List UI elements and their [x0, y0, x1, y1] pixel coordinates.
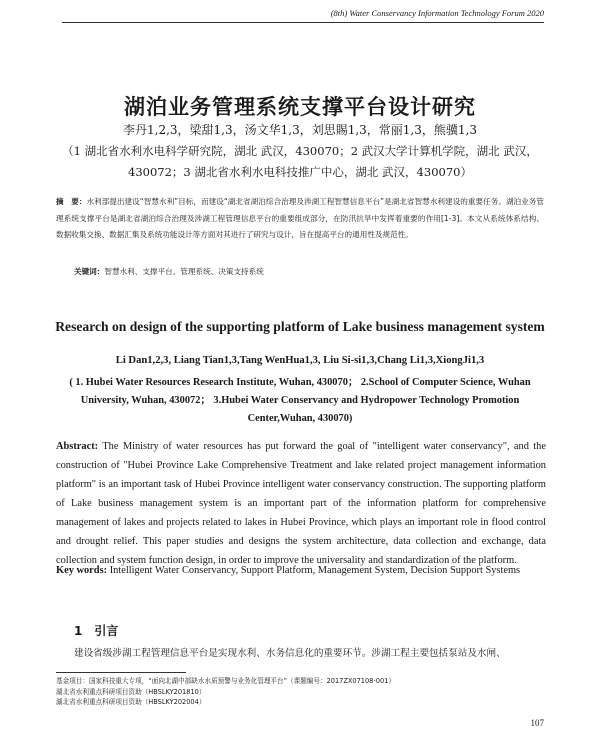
section-title: 引言 [94, 624, 119, 638]
header-rule [62, 22, 544, 23]
section-number: 1 [74, 624, 83, 638]
chinese-affiliation [56, 141, 544, 183]
running-header: (8th) Water Conservancy Information Technology Forum 2020 [330, 8, 544, 18]
chinese-keywords-text: 智慧水利、支撑平台、管理系统、决策支持系统 [104, 267, 264, 276]
english-keywords-label: Key words: [56, 565, 108, 576]
english-keywords-text: Intelligent Water Conservancy, Support Platform, Management System, Decision Support Systems [109, 565, 521, 576]
chinese-title: 湖泊业务管理系统支撑平台设计研究 [124, 94, 476, 119]
chinese-affiliation-line: （1 湖北省水利水电科学研究院，湖北 武汉，430070；2 武汉大学计算机学院，湖北 武汉， [62, 144, 538, 158]
footnote-rule [56, 672, 186, 673]
chinese-abstract-label: 摘 要： [56, 197, 87, 206]
footnotes [56, 676, 544, 708]
chinese-abstract-text: 水利部提出建设“智慧水利”目标，而建设“湖北省湖泊综合治理及涉湖工程智慧信息平台”是湖北省智慧水利建设的重要任务。湖泊业务管理系统支撑平台是湖北省湖泊综合治理及涉湖工程管理信息平台的重要组成部分，在防汛抗旱中发挥着重要的作用[1-3]。本文从系统体系结构、数据收集交换、数据汇集及系统功能设计等方面对其进行了研究与设计，旨在提高平台的通用性及规范性。 [56, 197, 544, 239]
english-title: Research on design of the supporting platform of Lake business management system [55, 319, 545, 334]
english-affiliation: ( 1. Hubei Water Resources Research Institute, Wuhan, 430070； 2.School of Computer Science, Wuhan University, Wuhan, 430072； 3.Hubei Water Conservancy and Hydropower Technology Promotion Center,Wuhan, 430070) [69, 377, 531, 424]
footnote: 湖北省水利重点科研项目资助（HBSLKY201810） [56, 687, 206, 696]
chinese-keywords [74, 266, 544, 277]
section-body-text: 建设省级涉湖工程管理信息平台是实现水利、水务信息化的重要环节。涉湖工程主要包括泵站及水闸、 [74, 648, 506, 659]
section-heading [74, 622, 118, 639]
english-abstract-label: Abstract: [56, 441, 99, 452]
english-abstract-text: The Ministry of water resources has put forward the goal of "intelligent water conservancy", and the construction of "Hubei Province Lake Comprehensive Treatment and lake related project management information platform" is an important task of Hubei Province intelligent water conservancy construction. The supporting platform of Lake business management system is an important part of the information platform for comprehensive management of lakes and projects related to lakes in Hubei Province, which plays an important role in flood control and drought relief. This paper studies and designs the system architecture, data collection and exchange, data collection and system function design, in order to improve the universality and standardization of the platform. [56, 441, 546, 566]
english-authors: Li Dan1,2,3, Liang Tian1,3,Tang WenHua1,3, Liu Si-si1,3,Chang Li1,3,XiongJi1,3 [115, 355, 485, 366]
page-number: 107 [530, 718, 544, 728]
chinese-keywords-label: 关键词： [74, 267, 105, 276]
english-abstract [56, 437, 546, 570]
footnote: 基金项目：国家科技重大专项，“面向北湖中部缺水水质预警与业务化管理平台”（课题编号：2017ZX07108-001） [56, 677, 395, 685]
chinese-affiliation-line: 430072；3 湖北省水利水电科技推广中心，湖北 武汉，430070） [128, 165, 472, 179]
footnote: 湖北省水利重点科研项目资助（HBSLKY202004） [56, 698, 206, 706]
english-keywords [56, 562, 546, 580]
chinese-abstract [56, 194, 544, 244]
chinese-authors: 李丹1,2,3，梁甜1,3，汤文华1,3，刘思賜1,3，常丽1,3，熊骥1,3 [123, 123, 477, 137]
